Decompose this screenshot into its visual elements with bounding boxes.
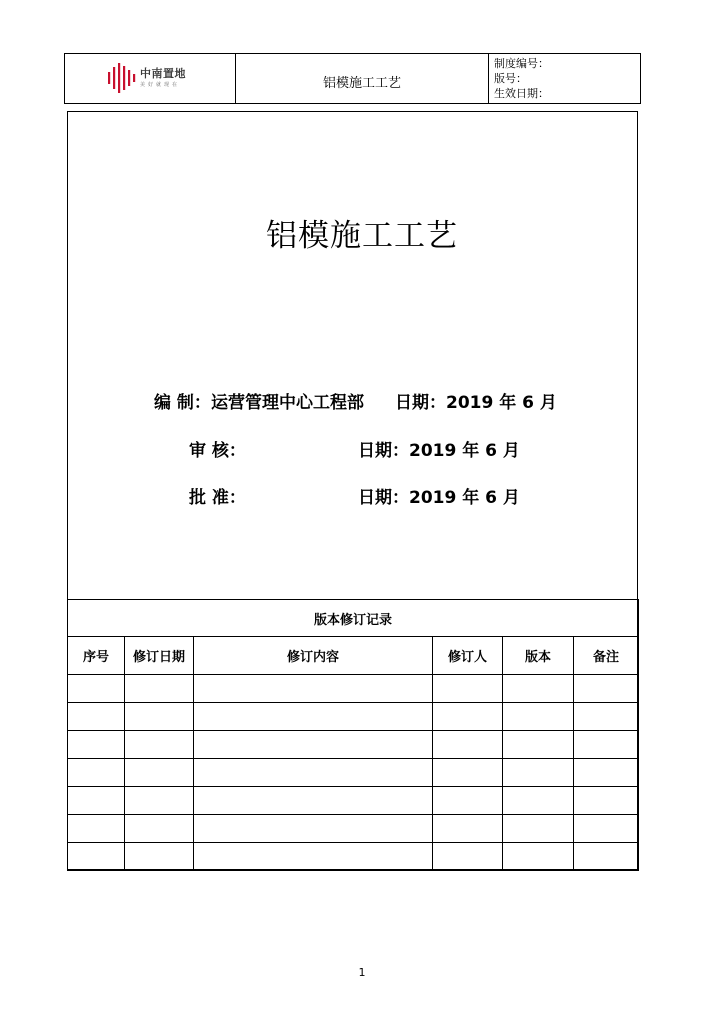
table-cell [194,787,433,815]
sig-label-review: 审 核： [189,441,246,461]
table-cell [503,843,574,871]
table-cell [194,703,433,731]
sig-value-compile: 运营管理中心工程部 [211,393,364,413]
table-cell [574,675,639,703]
col-header-content: 修订内容 [194,637,433,675]
table-row [68,703,639,731]
col-header-reviser: 修订人 [433,637,503,675]
company-name: 中南置地 [140,67,186,80]
table-cell [125,675,194,703]
table-row [68,787,639,815]
table-cell [125,787,194,815]
meta-doc-number: 制度编号： [494,57,549,70]
col-header-date: 修订日期 [125,637,194,675]
table-cell [68,675,125,703]
header-doc-title: 铝模施工工艺 [236,54,489,103]
col-header-remark: 备注 [574,637,639,675]
meta-version: 版号： [494,72,527,85]
table-cell [125,731,194,759]
table-cell [194,815,433,843]
sig-label-compile: 编 制： [154,393,211,413]
table-cell [125,815,194,843]
table-cell [433,675,503,703]
document-header [64,53,641,104]
table-cell [125,843,194,871]
table-cell [433,815,503,843]
revision-table [67,599,639,871]
table-cell [574,731,639,759]
table-cell [433,843,503,871]
table-cell [68,815,125,843]
table-cell [574,787,639,815]
table-cell [433,759,503,787]
table-row [68,843,639,871]
table-cell [125,759,194,787]
table-cell [433,731,503,759]
revision-caption: 版本修订记录 [68,600,639,637]
table-cell [574,815,639,843]
page-number: 1 [358,966,366,979]
table-row [68,815,639,843]
table-cell [503,787,574,815]
revision-header-row [68,637,639,675]
table-cell [194,675,433,703]
meta-effective-date: 生效日期： [494,87,549,100]
sig-date-review: 日期：2019 年 6 月 [358,441,520,461]
sig-date-approve: 日期：2019 年 6 月 [358,488,520,508]
table-cell [68,703,125,731]
table-cell [194,731,433,759]
table-cell [503,815,574,843]
col-header-version: 版本 [503,637,574,675]
header-meta [489,54,640,103]
table-cell [68,759,125,787]
table-row [68,731,639,759]
table-cell [68,731,125,759]
logo-bars-icon [107,62,137,94]
sig-label-approve: 批 准： [189,488,246,508]
table-cell [433,787,503,815]
table-cell [503,675,574,703]
table-cell [574,759,639,787]
table-row [68,759,639,787]
table-cell [194,843,433,871]
table-cell [433,703,503,731]
table-cell [574,703,639,731]
company-logo [107,62,207,94]
table-cell [194,759,433,787]
table-cell [503,703,574,731]
table-cell [503,731,574,759]
company-slogan: 美好就现在 [140,82,181,88]
sig-date-compile: 日期：2019 年 6 月 [395,393,557,413]
table-cell [574,843,639,871]
table-row [68,675,639,703]
table-cell [125,703,194,731]
cover-title: 铝模施工工艺 [266,218,458,254]
logo-cell [65,54,236,103]
table-cell [68,843,125,871]
col-header-index: 序号 [68,637,125,675]
table-cell [503,759,574,787]
table-cell [68,787,125,815]
